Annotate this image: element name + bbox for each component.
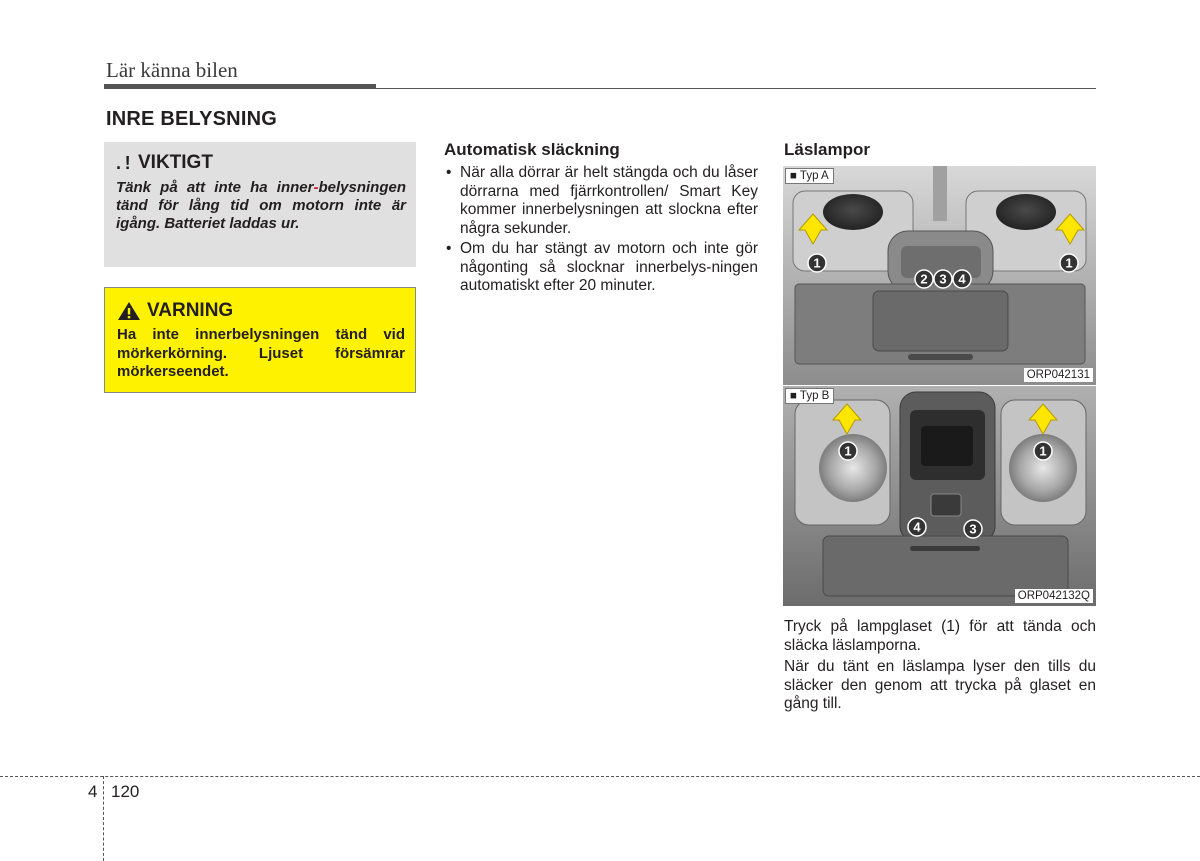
figure-code: ORP042131	[1024, 368, 1093, 382]
reading-lamps-text	[784, 618, 1096, 717]
type-b-illustration	[783, 386, 1096, 606]
notice-header	[116, 152, 406, 174]
warning-title: VARNING	[147, 300, 234, 321]
paragraph: När du tänt en läslampa lyser den tills du släcker den genom att trycka på glaset en gång till.	[784, 658, 1096, 712]
notice-title: VIKTIGT	[138, 152, 213, 173]
exclamation-icon: . !	[116, 152, 131, 173]
auto-off-list	[444, 164, 758, 298]
chapter-number: 4	[88, 782, 98, 801]
header-rule-thin	[376, 88, 1096, 89]
paragraph: Tryck på lampglaset (1) för att tända och släcka läslamporna.	[784, 618, 1096, 654]
svg-text:3: 3	[969, 521, 977, 537]
callout-1-right	[1059, 253, 1079, 273]
svg-text:1: 1	[1065, 255, 1073, 271]
figure-type-b	[783, 386, 1096, 606]
bullet-dot: •	[446, 240, 452, 257]
section-title: INRE BELYSNING	[106, 108, 277, 130]
important-notice-box	[104, 142, 416, 267]
callout-4	[907, 517, 927, 537]
svg-text:1: 1	[1039, 443, 1047, 459]
notice-text: Tänk på att inte ha inner-belysningen tänd för lång tid om motorn inte är igång. Batteriet laddas ur.	[116, 179, 406, 232]
figure-label: ■ Typ B	[785, 388, 834, 404]
figure-type-a	[783, 166, 1096, 385]
figure-label: ■ Typ A	[785, 168, 834, 184]
auto-off-title: Automatisk släckning	[444, 140, 620, 159]
page-number: 120	[111, 782, 140, 801]
warning-header	[117, 300, 405, 322]
svg-text:2: 2	[920, 271, 928, 287]
warning-box	[104, 287, 416, 393]
svg-text:1: 1	[844, 443, 852, 459]
warning-triangle-icon	[117, 301, 141, 321]
callout-1-left	[838, 441, 858, 461]
bullet-dot: •	[446, 164, 452, 181]
footer-divider	[103, 776, 104, 861]
callout-1-right	[1033, 441, 1053, 461]
figure-code: ORP042132Q	[1015, 589, 1093, 603]
chapter-header: Lär känna bilen	[106, 58, 238, 82]
reading-lamps-title: Läslampor	[784, 140, 870, 159]
footer-rule	[0, 776, 1200, 777]
header-rule-thick	[104, 84, 376, 89]
list-item: • När alla dörrar är helt stängda och du låser dörrarna med fjärrkontrollen/ Smart Key kommer innerbelysningen att slockna efter några sekunder.	[446, 164, 758, 237]
svg-text:4: 4	[958, 271, 966, 287]
list-item: • Om du har stängt av motorn och inte gör någonting så slocknar innerbelys-ningen automatiskt efter 20 minuter.	[446, 240, 758, 294]
svg-text:1: 1	[813, 255, 821, 271]
callout-1-left	[807, 253, 827, 273]
svg-text:3: 3	[939, 271, 947, 287]
svg-text:4: 4	[913, 519, 921, 535]
callouts-2-3-4	[914, 269, 974, 289]
warning-text: Ha inte innerbelysningen tänd vid mörkerkörning. Ljuset försämrar mörkerseendet.	[117, 326, 405, 380]
callout-3	[963, 519, 983, 539]
